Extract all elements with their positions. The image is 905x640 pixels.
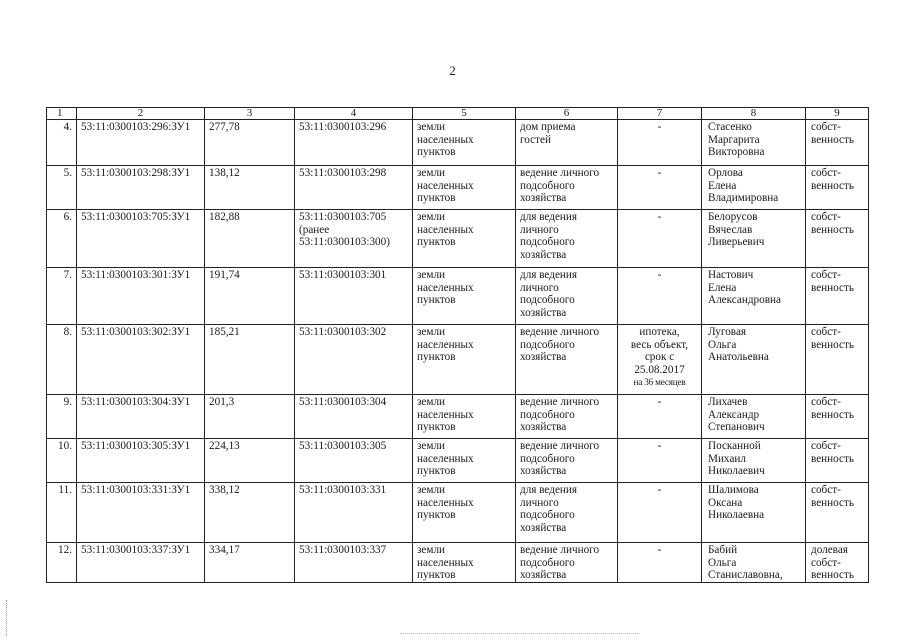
- source-parcel: [295, 395, 413, 439]
- land-category-line: пунктов: [417, 421, 456, 433]
- encumbrance: [618, 120, 702, 166]
- right-type-line: венность: [811, 496, 854, 509]
- encumbrance: [618, 395, 702, 439]
- land-category-line: населенных: [417, 556, 474, 569]
- right-type: [806, 210, 869, 268]
- page-number: 2: [449, 63, 456, 78]
- source-parcel-line: 53:11:0300103:301: [299, 269, 387, 281]
- source-parcel: [295, 210, 413, 268]
- column-header: 9: [806, 108, 869, 120]
- permitted-use-line: подсобного: [520, 408, 575, 421]
- source-parcel: [295, 120, 413, 166]
- owner-name-line: Ольга: [708, 338, 737, 351]
- encumbrance: [618, 268, 702, 325]
- permitted-use: [516, 325, 618, 395]
- right-type: [806, 166, 869, 210]
- owner-name-line: Александр: [708, 408, 760, 421]
- encumbrance: [618, 210, 702, 268]
- land-category-line: пунктов: [417, 509, 456, 521]
- land-category-line: пунктов: [417, 192, 456, 204]
- land-category: [413, 166, 516, 210]
- source-parcel-line: 53:11:0300103:298: [299, 167, 387, 179]
- land-category-line: населенных: [417, 133, 474, 146]
- source-parcel-line: (ранее: [299, 223, 330, 236]
- right-type: [806, 483, 869, 543]
- land-category-line: земли: [417, 440, 446, 452]
- right-type-line: венность: [811, 569, 854, 581]
- row-number: 12.: [47, 543, 77, 583]
- encumbrance-line: -: [657, 396, 662, 408]
- right-type: [806, 268, 869, 325]
- plot-area: 185,21: [205, 325, 295, 395]
- plot-designation: 53:11:0300103:705:ЗУ1: [77, 210, 205, 268]
- land-category-line: земли: [417, 211, 446, 223]
- encumbrance-line: срок с: [644, 351, 675, 363]
- source-parcel: [295, 483, 413, 543]
- plot-designation: 53:11:0300103:301:ЗУ1: [77, 268, 205, 325]
- row-number: 11.: [47, 483, 77, 543]
- land-category: [413, 395, 516, 439]
- plot-designation: 53:11:0300103:331:ЗУ1: [77, 483, 205, 543]
- permitted-use: [516, 543, 618, 583]
- right-type-line: венность: [811, 338, 854, 351]
- permitted-use-line: подсобного: [520, 338, 575, 351]
- encumbrance-line: -: [657, 269, 662, 281]
- source-parcel-line: 53:11:0300103:337: [299, 544, 387, 556]
- source-parcel: [295, 325, 413, 395]
- encumbrance-line: -: [657, 440, 662, 452]
- plot-designation: 53:11:0300103:298:ЗУ1: [77, 166, 205, 210]
- owner-name-line: Луговая: [708, 326, 747, 338]
- permitted-use-line: подсобного: [520, 236, 575, 248]
- table-row: [47, 395, 869, 439]
- land-category-line: земли: [417, 396, 446, 408]
- table-row: [47, 543, 869, 583]
- encumbrance-line: на 36 месяцев: [633, 377, 686, 387]
- owner-name-line: Анатольевна: [708, 351, 769, 363]
- land-category-line: населенных: [417, 223, 474, 236]
- permitted-use-line: ведение личного: [520, 167, 600, 179]
- plot-area: 138,12: [205, 166, 295, 210]
- permitted-use-line: личного: [520, 496, 559, 509]
- owner-name-line: Николаевна: [708, 509, 765, 521]
- permitted-use-line: ведение личного: [520, 326, 600, 338]
- land-category-line: земли: [417, 269, 446, 281]
- plot-area: 338,12: [205, 483, 295, 543]
- land-category: [413, 325, 516, 395]
- column-header: 1: [47, 108, 77, 120]
- encumbrance: [618, 325, 702, 395]
- scan-artifact: [400, 633, 640, 636]
- source-parcel-line: 53:11:0300103:304: [299, 396, 387, 408]
- scan-artifact: [6, 600, 8, 636]
- land-category-line: земли: [417, 326, 446, 338]
- source-parcel: [295, 268, 413, 325]
- plot-designation: 53:11:0300103:337:ЗУ1: [77, 543, 205, 583]
- owner-name-line: Вячеслав: [708, 223, 753, 236]
- permitted-use-line: хозяйства: [520, 465, 567, 477]
- permitted-use-line: для ведения: [520, 484, 578, 496]
- land-category-line: пунктов: [417, 569, 456, 581]
- right-type: [806, 325, 869, 395]
- encumbrance-line: -: [657, 484, 662, 496]
- owner-name-line: Орлова: [708, 167, 743, 179]
- right-type-line: собст-: [811, 211, 841, 223]
- owner-name: [702, 543, 806, 583]
- right-type-line: венность: [811, 223, 854, 236]
- encumbrance-line: весь объект,: [630, 338, 689, 351]
- column-header: 8: [702, 108, 806, 120]
- owner-name-line: Шалимова: [708, 484, 759, 496]
- plot-area: 277,78: [205, 120, 295, 166]
- permitted-use: [516, 120, 618, 166]
- owner-name-line: Викторовна: [708, 146, 765, 158]
- column-header: 7: [618, 108, 702, 120]
- land-category: [413, 210, 516, 268]
- row-number: 8.: [47, 325, 77, 395]
- land-category-line: населенных: [417, 179, 474, 192]
- encumbrance-line: -: [657, 211, 662, 223]
- land-category-line: пунктов: [417, 351, 456, 363]
- permitted-use-line: хозяйства: [520, 521, 567, 534]
- land-category-line: земли: [417, 121, 446, 133]
- column-number-row: [47, 108, 869, 120]
- owner-name-line: Михаил: [708, 452, 746, 465]
- source-parcel-line: 53:11:0300103:331: [299, 484, 387, 496]
- land-category-line: населенных: [417, 496, 474, 509]
- right-type-line: собст-: [811, 484, 841, 496]
- encumbrance-line: -: [657, 167, 662, 179]
- permitted-use-line: ведение личного: [520, 544, 600, 556]
- permitted-use-line: подсобного: [520, 556, 575, 569]
- encumbrance: [618, 543, 702, 583]
- plot-area: 224,13: [205, 439, 295, 483]
- right-type: [806, 120, 869, 166]
- row-number: 10.: [47, 439, 77, 483]
- permitted-use-line: хозяйства: [520, 421, 567, 433]
- source-parcel-line: 53:11:0300103:305: [299, 440, 387, 452]
- table-row: [47, 439, 869, 483]
- plot-designation: 53:11:0300103:305:ЗУ1: [77, 439, 205, 483]
- right-type-line: собст-: [811, 326, 841, 338]
- owner-name-line: Станиславовна,: [708, 569, 783, 581]
- owner-name: [702, 483, 806, 543]
- column-header: 2: [77, 108, 205, 120]
- land-category-line: населенных: [417, 452, 474, 465]
- right-type-line: венность: [811, 408, 854, 421]
- permitted-use-line: подсобного: [520, 179, 575, 192]
- land-category-line: земли: [417, 484, 446, 496]
- owner-name-line: Стасенко: [708, 121, 752, 133]
- owner-name-line: Елена: [708, 281, 737, 294]
- permitted-use-line: для ведения: [520, 269, 578, 281]
- land-category-line: населенных: [417, 408, 474, 421]
- encumbrance: [618, 166, 702, 210]
- row-number: 6.: [47, 210, 77, 268]
- land-category-line: земли: [417, 167, 446, 179]
- owner-name-line: Николаевич: [708, 465, 765, 477]
- row-number: 7.: [47, 268, 77, 325]
- land-category: [413, 439, 516, 483]
- owner-name: [702, 439, 806, 483]
- owner-name-line: Белорусов: [708, 211, 758, 223]
- permitted-use-line: ведение личного: [520, 440, 600, 452]
- table-row: [47, 325, 869, 395]
- plot-designation: 53:11:0300103:296:ЗУ1: [77, 120, 205, 166]
- permitted-use-line: подсобного: [520, 452, 575, 465]
- land-category-line: пунктов: [417, 294, 456, 306]
- source-parcel-line: 53:11:0300103:705: [299, 211, 387, 223]
- owner-name-line: Елена: [708, 179, 737, 192]
- table-row: [47, 210, 869, 268]
- owner-name: [702, 210, 806, 268]
- row-number: 9.: [47, 395, 77, 439]
- permitted-use-line: хозяйства: [520, 569, 567, 581]
- owner-name-line: Владимировна: [708, 192, 779, 204]
- right-type-line: венность: [811, 452, 854, 465]
- right-type-line: венность: [811, 179, 854, 192]
- owner-name-line: Степанович: [708, 421, 765, 433]
- permitted-use: [516, 210, 618, 268]
- permitted-use-line: подсобного: [520, 509, 575, 521]
- permitted-use-line: хозяйства: [520, 306, 567, 319]
- permitted-use: [516, 395, 618, 439]
- owner-name-line: Ливерьевич: [708, 236, 765, 248]
- owner-name-line: Оксана: [708, 496, 743, 509]
- permitted-use-line: хозяйства: [520, 192, 567, 204]
- right-type-line: долевая: [811, 544, 848, 556]
- source-parcel: [295, 543, 413, 583]
- table-row: [47, 483, 869, 543]
- permitted-use-line: личного: [520, 281, 559, 294]
- source-parcel-line: 53:11:0300103:296: [299, 121, 387, 133]
- permitted-use-line: хозяйства: [520, 351, 567, 363]
- permitted-use-line: гостей: [520, 133, 551, 146]
- right-type: [806, 439, 869, 483]
- land-category: [413, 120, 516, 166]
- table-row: [47, 268, 869, 325]
- permitted-use: [516, 166, 618, 210]
- source-parcel: [295, 439, 413, 483]
- owner-name: [702, 325, 806, 395]
- owner-name-line: Ольга: [708, 556, 737, 569]
- owner-name-line: Лихачев: [708, 396, 748, 408]
- table-row: [47, 166, 869, 210]
- plot-area: 191,74: [205, 268, 295, 325]
- land-category: [413, 483, 516, 543]
- land-category: [413, 543, 516, 583]
- owner-name-line: Бабий: [708, 544, 738, 556]
- column-header: 6: [516, 108, 618, 120]
- encumbrance: [618, 439, 702, 483]
- right-type-line: собст-: [811, 396, 841, 408]
- permitted-use: [516, 483, 618, 543]
- owner-name-line: Маргарита: [708, 133, 760, 146]
- plot-designation: 53:11:0300103:302:ЗУ1: [77, 325, 205, 395]
- right-type: [806, 543, 869, 583]
- column-header: 3: [205, 108, 295, 120]
- permitted-use: [516, 439, 618, 483]
- right-type-line: собст-: [811, 167, 841, 179]
- encumbrance-line: ипотека,: [639, 326, 680, 338]
- encumbrance: [618, 483, 702, 543]
- land-category-line: пунктов: [417, 465, 456, 477]
- plot-area: 201,3: [205, 395, 295, 439]
- permitted-use: [516, 268, 618, 325]
- land-category-line: земли: [417, 544, 446, 556]
- owner-name: [702, 395, 806, 439]
- right-type-line: собст-: [811, 556, 841, 569]
- plot-designation: 53:11:0300103:304:ЗУ1: [77, 395, 205, 439]
- permitted-use-line: для ведения: [520, 211, 578, 223]
- encumbrance-line: -: [657, 121, 662, 133]
- source-parcel-line: 53:11:0300103:300): [299, 236, 390, 248]
- owner-name: [702, 166, 806, 210]
- right-type-line: собст-: [811, 121, 841, 133]
- right-type-line: собст-: [811, 269, 841, 281]
- land-category-line: пунктов: [417, 146, 456, 158]
- plot-area: 334,17: [205, 543, 295, 583]
- plot-area: 182,88: [205, 210, 295, 268]
- row-number: 4.: [47, 120, 77, 166]
- owner-name-line: Настович: [708, 269, 754, 281]
- land-category: [413, 268, 516, 325]
- column-header: 5: [413, 108, 516, 120]
- source-parcel: [295, 166, 413, 210]
- land-category-line: пунктов: [417, 236, 456, 248]
- right-type-line: собст-: [811, 440, 841, 452]
- table-row: [47, 120, 869, 166]
- land-category-line: населенных: [417, 338, 474, 351]
- owner-name-line: Александровна: [708, 294, 781, 306]
- permitted-use-line: дом приема: [520, 121, 576, 133]
- right-type: [806, 395, 869, 439]
- encumbrance-line: -: [657, 544, 662, 556]
- owner-name-line: Посканной: [708, 440, 761, 452]
- column-header: 4: [295, 108, 413, 120]
- encumbrance-line: 25.08.2017: [634, 363, 685, 376]
- row-number: 5.: [47, 166, 77, 210]
- owner-name: [702, 120, 806, 166]
- right-type-line: венность: [811, 133, 854, 146]
- land-category-line: населенных: [417, 281, 474, 294]
- owner-name: [702, 268, 806, 325]
- permitted-use-line: подсобного: [520, 294, 575, 306]
- land-plots-table: [46, 107, 869, 583]
- source-parcel-line: 53:11:0300103:302: [299, 326, 387, 338]
- right-type-line: венность: [811, 281, 854, 294]
- permitted-use-line: ведение личного: [520, 396, 600, 408]
- permitted-use-line: личного: [520, 223, 559, 236]
- permitted-use-line: хозяйства: [520, 248, 567, 261]
